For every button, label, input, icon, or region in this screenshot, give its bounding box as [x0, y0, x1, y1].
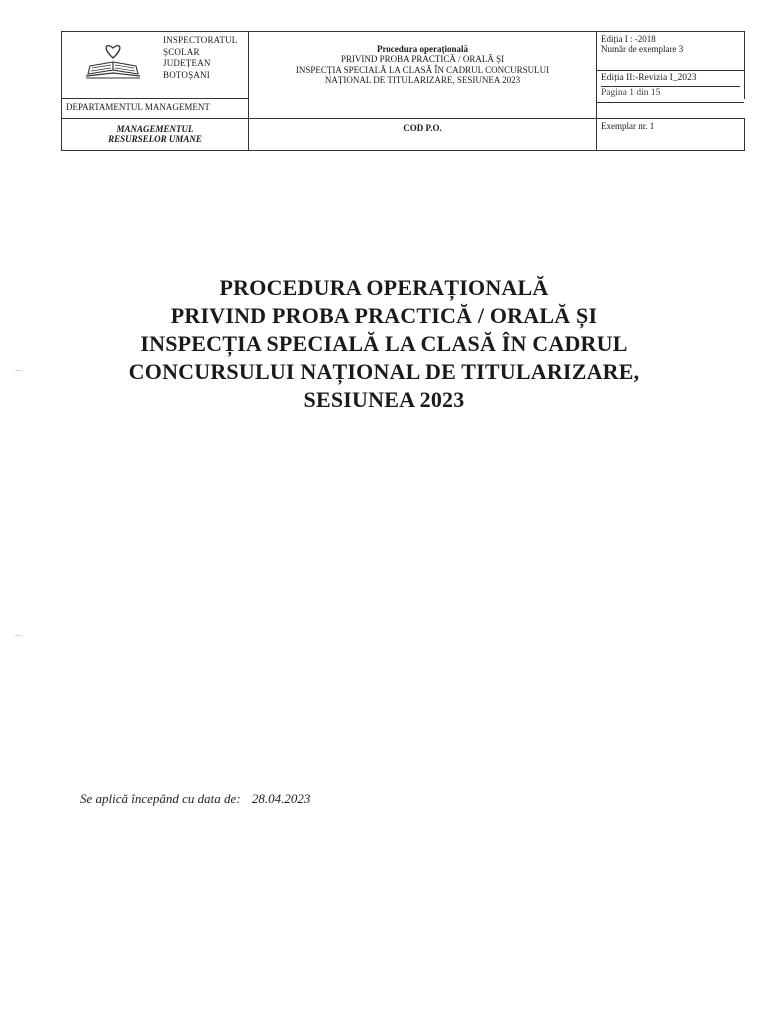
institution-cell [62, 32, 249, 99]
scan-speck: ⌒ [14, 371, 24, 382]
main-title-line: CONCURSULUI NAȚIONAL DE TITULARIZARE, [128, 359, 640, 384]
institution-line: INSPECTORATUL [163, 35, 238, 45]
scan-speck: ⌒ [14, 636, 24, 647]
book-heart-logo-icon [84, 40, 142, 82]
procedure-title-cell [249, 32, 597, 119]
effective-date-line [80, 791, 310, 807]
subdepartment-cell [62, 119, 249, 151]
procedure-title-line: INSPECȚIA SPECIALĂ LA CLASĂ ÎN CADRUL CONCURSULUI [295, 64, 550, 75]
procedure-title-line: PRIVIND PROBA PRACTICĂ / ORALĂ ȘI [340, 54, 505, 65]
procedure-title-line: Procedura operațională [376, 44, 469, 54]
procedure-title-line: NAȚIONAL DE TITULARIZARE, SESIUNEA 2023 [324, 75, 521, 86]
main-title-line: PROCEDURA OPERAȚIONALĂ [219, 275, 549, 300]
copy-number-cell: Exemplar nr. 1 [597, 119, 745, 151]
institution-line: ȘCOLAR [163, 46, 200, 57]
main-title-line: INSPECȚIA SPECIALĂ LA CLASĂ ÎN CADRUL [140, 331, 628, 356]
department-cell: DEPARTAMENTUL MANAGEMENT [62, 99, 249, 119]
effective-date-value: 28.04.2023 [251, 791, 311, 806]
institution-line: BOTOȘANI [163, 69, 210, 80]
procedure-code-cell: COD P.O. [249, 119, 597, 151]
effective-date-label: Se aplică începând cu data de: [80, 791, 241, 806]
main-title [0, 274, 768, 414]
subdepartment-line: MANAGEMENTUL [116, 124, 194, 134]
page-count-line: Pagina 1 din 15 [601, 88, 661, 98]
subdepartment-line: RESURSELOR UMANE [108, 134, 202, 145]
copies-line: Număr de exemplare 3 [601, 44, 684, 55]
institution-name [163, 35, 251, 81]
main-title-line: SESIUNEA 2023 [303, 387, 465, 412]
revision-box [597, 70, 744, 103]
revision-line: Ediția II:-Revizia I_2023 [601, 73, 740, 87]
institution-line: JUDEȚEAN [163, 58, 211, 68]
edition-line: Ediția I : -2018 [601, 34, 656, 44]
main-title-line: PRIVIND PROBA PRACTICĂ / ORALĂ ȘI [170, 303, 598, 328]
